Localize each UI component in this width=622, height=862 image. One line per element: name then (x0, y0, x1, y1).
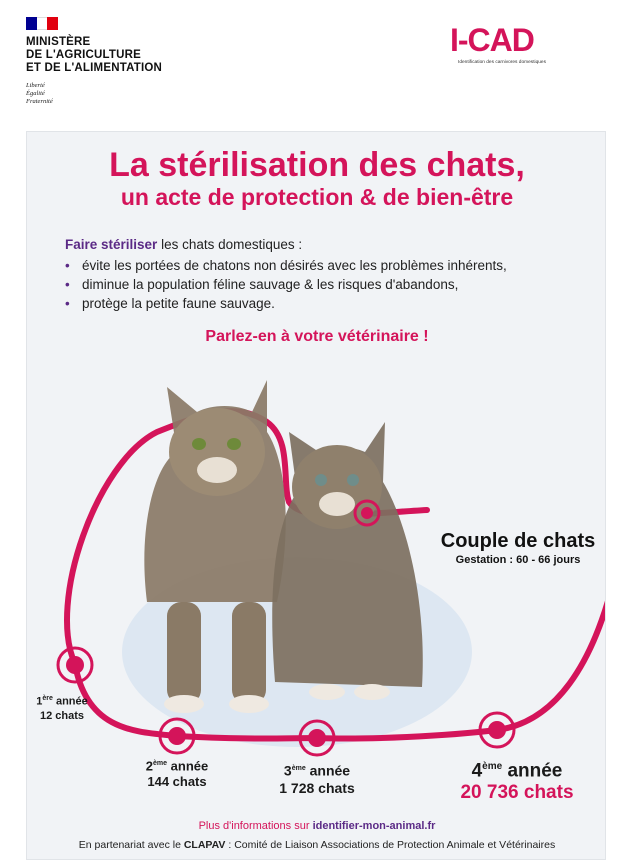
list-item: • protège la petite faune sauvage. (65, 294, 507, 313)
list-item: • évite les portées de chatons non désirés avec les problèmes inhérents, (65, 256, 507, 275)
footer-more-info (27, 820, 606, 832)
footer-link[interactable]: identifier-mon-animal.fr (312, 820, 436, 832)
footer-partner-rest: : Comité de Liaison Associations de Protection Animale et Vétérinaires (225, 839, 556, 851)
republic-motto (26, 82, 53, 106)
ministry-line-1: MINISTÈRE (26, 36, 91, 48)
motto-egalite: Égalité (26, 90, 45, 97)
milestone-year-2 (127, 756, 227, 790)
kittens-illustration (144, 380, 422, 713)
ministry-line-2: DE L'AGRICULTURE (26, 49, 141, 61)
couple-subtitle: Gestation : 60 - 66 jours (455, 554, 581, 566)
call-to-action: Parlez-en à votre vétérinaire ! (205, 328, 429, 345)
icad-logo-text: I-CAD (450, 22, 534, 58)
milestone-year-4-count: 20 736 chats (460, 782, 574, 804)
milestone-year-1-heading: 1ère année (36, 695, 88, 708)
list-item: • diminue la population féline sauvage & les risques d'abandons, (65, 275, 507, 294)
poster-title: La stérilisation des chats, (109, 146, 525, 184)
milestone-year-4-heading: 4ème année (471, 760, 563, 782)
milestone-year-1-count: 12 chats (39, 709, 85, 722)
milestone-year-3-heading: 3ème année (283, 762, 351, 779)
milestone-year-2-heading: 2ème année (145, 758, 209, 774)
intro-text (65, 237, 302, 252)
couple-title: Couple de chats (440, 530, 596, 552)
motto-fraternite: Fraternité (26, 98, 53, 105)
ministry-line-3: ET DE L'ALIMENTATION (26, 62, 162, 74)
milestone-year-2-count: 144 chats (147, 774, 207, 790)
footer-partner-prefix: En partenariat avec le (78, 839, 184, 851)
milestone-year-3 (257, 760, 377, 797)
footer-partner (27, 839, 606, 851)
ministry-name (26, 36, 162, 75)
milestone-year-4 (437, 756, 597, 804)
french-flag-icon (26, 17, 58, 30)
intro-rest: les chats domestiques : (157, 237, 303, 252)
icad-logo-subtitle: Identification des carnivores domestiques (458, 60, 546, 65)
poster (26, 131, 606, 860)
milestone-year-1 (29, 692, 95, 723)
footer-partner-bold: CLAPAV (183, 839, 226, 851)
header (0, 0, 622, 130)
intro-bold: Faire stériliser (65, 237, 158, 252)
footer-more-text: Plus d'informations sur (198, 820, 313, 832)
couple-label (433, 530, 603, 566)
motto-liberte: Liberté (26, 82, 45, 89)
poster-subtitle: un acte de protection & de bien-être (120, 184, 514, 210)
icad-logo (450, 24, 570, 72)
benefits-list (65, 256, 507, 313)
milestone-year-3-count: 1 728 chats (279, 779, 355, 796)
